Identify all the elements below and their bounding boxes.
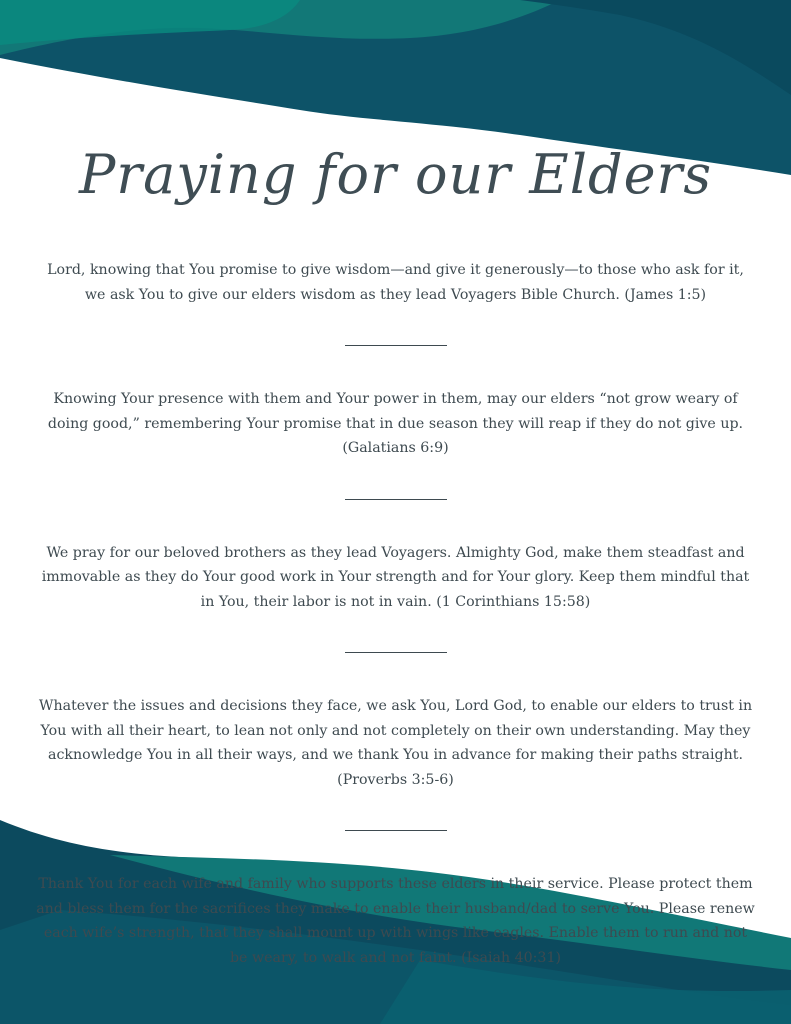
prayer-paragraph-1: Lord, knowing that You promise to give wisdom—and give it generously—to those who ask for it, we ask You to give our elders wisdom as they lead Voyagers Bible Church. (James 1:5) xyxy=(47,262,744,303)
prayer-paragraph-5: Thank You for each wife and family who supports these elders in their service. Please protect them and bless them for the sacrifices they make to enable their husband/dad to serve You. Please renew each wife’s strength, that they shall mount up with wings like eagles. Enable them to run and not be weary, to walk and not faint. (Isaiah 40:31) xyxy=(36,876,755,966)
divider-line xyxy=(345,652,447,653)
prayer-paragraph-2: Knowing Your presence with them and Your power in them, may our elders “not grow weary of doing good,” remembering Your promise that in due season they will reap if they do not give up. (Galatians 6:9) xyxy=(47,391,744,456)
divider-line xyxy=(345,830,447,831)
divider-line xyxy=(345,345,447,346)
prayer-paragraph-4: Whatever the issues and decisions they face, we ask You, Lord God, to enable our elders to trust in You with all their heart, to lean not only and not completely on their own understanding. May they acknowledge You in all their ways, and we thank You in advance for making their paths straight. (Proverbs 3:5-6) xyxy=(38,698,753,788)
prayer-paragraph-3: We pray for our beloved brothers as they lead Voyagers. Almighty God, make them steadfast and immovable as they do Your good work in Your strength and for Your glory. Keep them mindful that in You, their labor is not in vain. (1 Corinthians 15:58) xyxy=(41,544,750,610)
divider-line xyxy=(345,499,447,500)
prayer-list xyxy=(36,258,755,970)
page-title: Praying for our Elders xyxy=(78,143,713,206)
